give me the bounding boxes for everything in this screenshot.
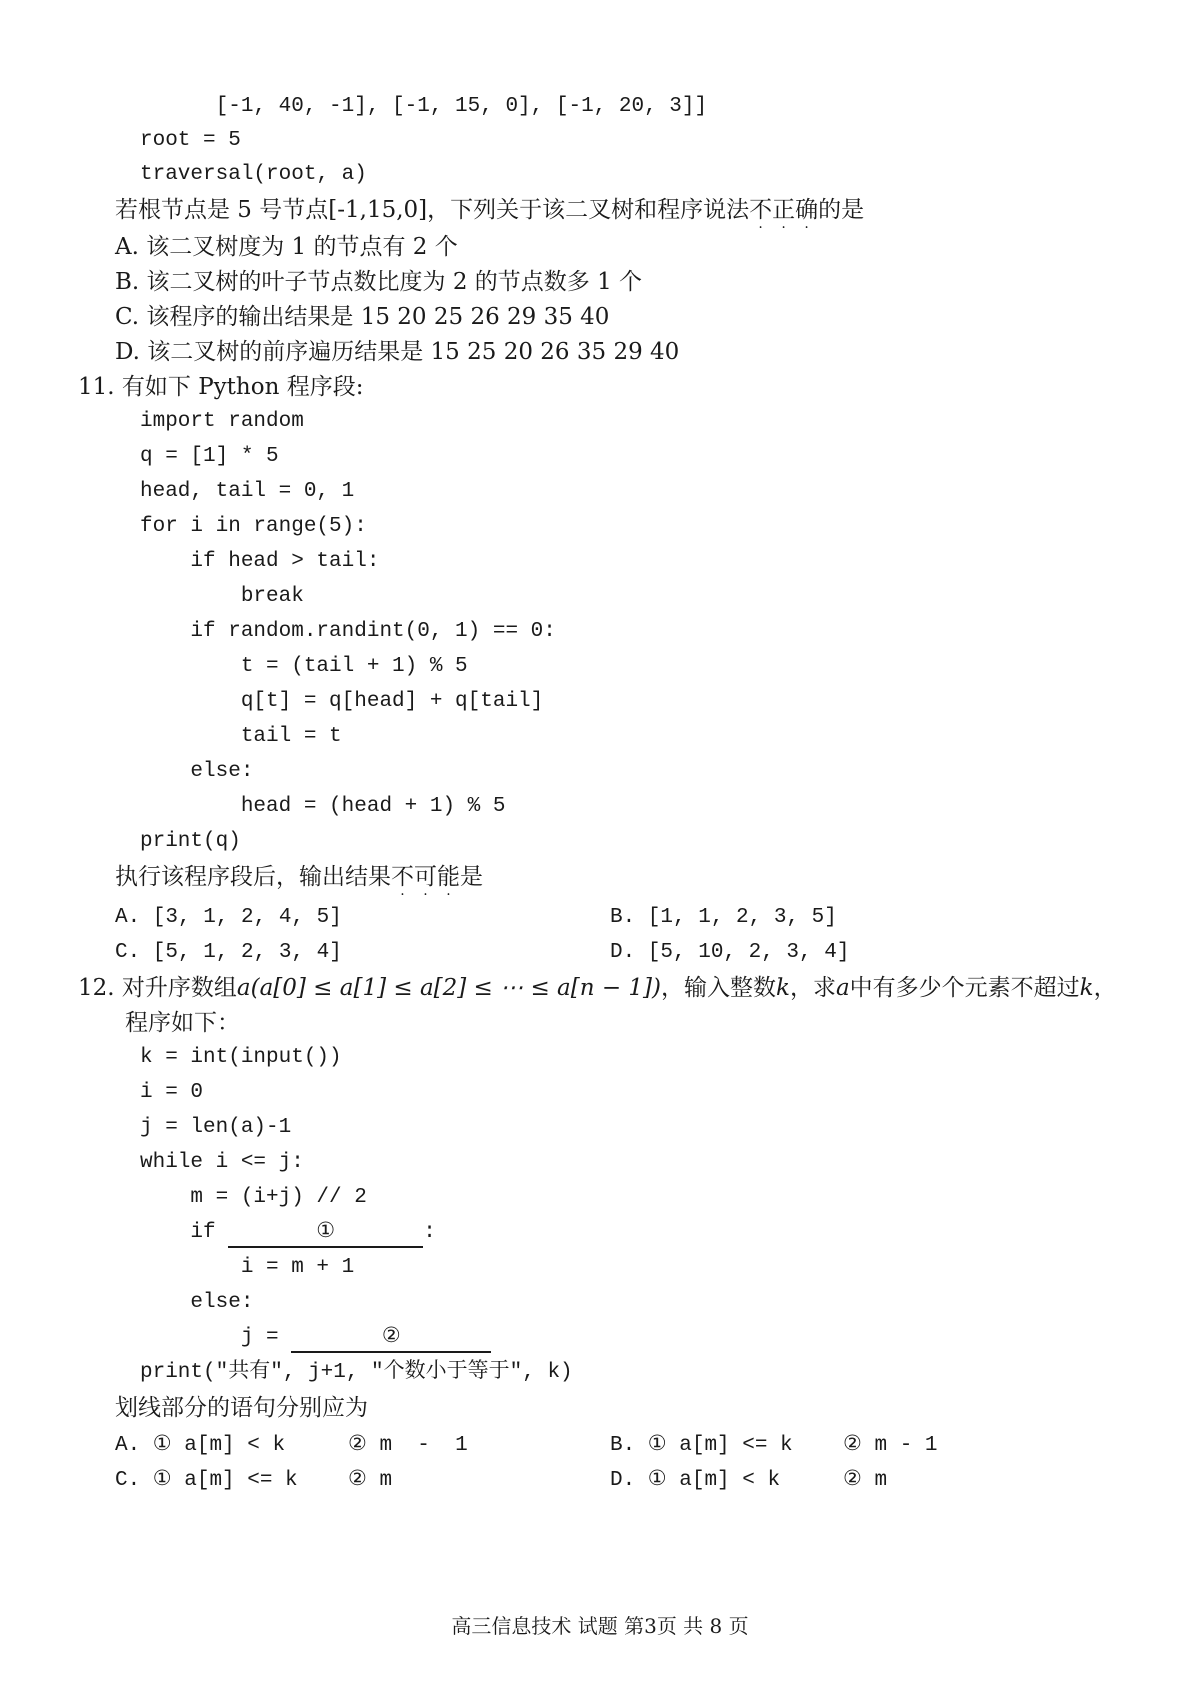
q10-option-a: A. 该二叉树度为 1 的节点有 2 个 (115, 234, 458, 260)
q11-code-line-8: t = (tail + 1) % 5 (140, 655, 468, 678)
q11-header (78, 372, 363, 402)
q12-stem-text-1: 对升序数组 (121, 975, 237, 1001)
q10-stem-pre: 若根节点是 5 号节点[-1,15,0]，下列关于该二叉树和程序说法 (115, 197, 750, 223)
q11-number: 11. (78, 374, 115, 400)
q12-j-assign: j = (140, 1326, 292, 1349)
q11-title: 有如下 Python 程序段: (121, 374, 364, 400)
q11-option-c: C. [5, 1, 2, 3, 4] (115, 941, 342, 964)
q11-code-line-5: if head > tail: (140, 550, 380, 573)
q12-code-i-line: i = m + 1 (140, 1256, 355, 1279)
q11-code-line-13: print(q) (140, 830, 241, 853)
q10-code-line-2: root = 5 (140, 129, 241, 152)
q12-code-line-3: j = len(a)-1 (140, 1116, 292, 1139)
q12-code-if-line (140, 1218, 436, 1248)
q11-code-line-1: import random (140, 410, 304, 433)
q10-stem-emphasis: 不正确 · · · (749, 197, 819, 236)
emphasis-dots: · · · (758, 220, 809, 236)
q11-code-line-9: q[t] = q[head] + q[tail] (140, 690, 544, 713)
q12-math-k2: k (1079, 975, 1094, 1001)
q11-code-line-10: tail = t (140, 725, 342, 748)
q12-if-keyword: if (140, 1221, 229, 1244)
q12-option-d: D. ① a[m] < k ② m (610, 1469, 888, 1492)
q12-math-k: k (776, 975, 790, 1001)
q11-code-line-3: head, tail = 0, 1 (140, 480, 355, 503)
q11-code-line-7: if random.randint(0, 1) == 0: (140, 620, 556, 643)
q12-stem-line-2: 程序如下： (125, 1010, 240, 1036)
q11-option-b: B. [1, 1, 2, 3, 5] (610, 906, 837, 929)
q12-code-line-5: m = (i+j) // 2 (140, 1186, 367, 1209)
q12-math-a: a (835, 975, 850, 1001)
q12-option-c: C. ① a[m] <= k ② m (115, 1469, 393, 1492)
q11-option-a: A. [3, 1, 2, 4, 5] (115, 906, 342, 929)
page-footer: 高三信息技术 试题 第3页 共 8 页 (451, 1614, 749, 1638)
q11-code-line-2: q = [1] * 5 (140, 445, 279, 468)
q10-option-d: D. 该二叉树的前序遍历结果是 15 25 20 26 35 29 40 (115, 339, 680, 365)
q12-stem-text-2: ，输入整数 (661, 975, 776, 1001)
q12-code-line-2: i = 0 (140, 1081, 204, 1104)
q12-math-array: a(a[0] ≤ a[1] ≤ a[2] ≤ ⋯ ≤ a[n − 1]) (236, 975, 661, 1001)
q12-option-a: A. ① a[m] < k ② m - 1 (115, 1434, 468, 1457)
emphasis-dots: · · · (400, 887, 451, 903)
q10-code-line-1: [-1, 40, -1], [-1, 15, 0], [-1, 20, 3]] (140, 95, 708, 118)
q11-stem (115, 862, 483, 903)
q12-stem-line-1 (78, 973, 1117, 1003)
q10-option-c: C. 该程序的输出结果是 15 20 25 26 29 35 40 (115, 304, 610, 330)
q11-option-d: D. [5, 10, 2, 3, 4] (610, 941, 850, 964)
q11-stem-pre: 执行该程序段后，输出结果 (115, 864, 391, 890)
q12-stem-text-4: 中有多少个元素不超过 (849, 975, 1080, 1001)
q12-question: 划线部分的语句分别应为 (115, 1395, 368, 1421)
q12-code-line-4: while i <= j: (140, 1151, 304, 1174)
q12-stem-text-3: ，求 (789, 975, 836, 1001)
q12-code-else-line: else: (140, 1291, 254, 1314)
q12-code-line-1: k = int(input()) (140, 1046, 342, 1069)
q10-stem-post: 的是 (818, 197, 865, 223)
blank-2: ② (291, 1325, 491, 1353)
q10-code-line-3: traversal(root, a) (140, 163, 367, 186)
blank-1: ① (228, 1220, 423, 1248)
q12-number: 12. (78, 975, 115, 1001)
q12-code-print-line: print("共有", j+1, "个数小于等于", k) (140, 1361, 573, 1384)
q11-stem-post: 是 (460, 864, 483, 890)
q12-option-b: B. ① a[m] <= k ② m - 1 (610, 1434, 938, 1457)
q12-if-colon: : (423, 1221, 436, 1244)
q11-code-line-4: for i in range(5): (140, 515, 367, 538)
q11-code-line-12: head = (head + 1) % 5 (140, 795, 506, 818)
q11-code-line-6: break (140, 585, 304, 608)
q11-code-line-11: else: (140, 760, 254, 783)
q11-stem-emphasis: 不可能 · · · (391, 864, 460, 903)
q12-code-j-line (140, 1323, 491, 1353)
q10-option-b: B. 该二叉树的叶子节点数比度为 2 的节点数多 1 个 (115, 269, 643, 295)
q12-stem-text-5: ， (1093, 975, 1117, 1001)
q10-stem (115, 195, 865, 236)
